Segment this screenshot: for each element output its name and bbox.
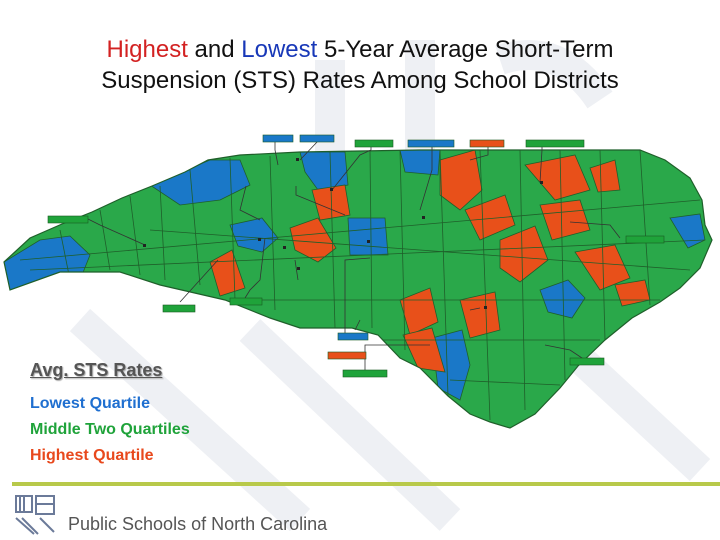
legend-item-middle: Middle Two Quartiles (30, 421, 190, 438)
callout-box (470, 140, 504, 147)
district-blue (348, 218, 388, 255)
title-lowest: Lowest (241, 36, 318, 63)
legend (30, 360, 190, 469)
title-line2: Suspension (STS) Rates Among School Districts (101, 67, 619, 94)
dpi-logo-icon (14, 494, 58, 536)
callout-box (570, 358, 604, 365)
district-blue (4, 236, 90, 290)
callout-box (230, 298, 262, 305)
callout-box (338, 333, 368, 340)
legend-title: Avg. STS Rates (30, 360, 163, 380)
legend-item-highest: Highest Quartile (30, 447, 154, 464)
callout-box (355, 140, 393, 147)
title-highest: Highest (106, 36, 188, 63)
callout-box (263, 135, 293, 142)
callout-box (626, 236, 664, 243)
footer-organization: Public Schools of North Carolina (68, 514, 328, 534)
callout-box (526, 140, 584, 147)
title-and: and (187, 36, 242, 63)
district-blue (400, 150, 440, 175)
callout-box (343, 370, 387, 377)
callout-box (408, 140, 454, 147)
callout-box (300, 135, 334, 142)
callout-box (48, 216, 88, 223)
legend-item-lowest: Lowest Quartile (30, 395, 151, 412)
page-title (0, 34, 720, 96)
callout-box (328, 352, 366, 359)
callout-box (163, 305, 195, 312)
footer-divider (12, 482, 720, 486)
title-line1-rest: 5-Year Average Short-Term (317, 36, 614, 63)
